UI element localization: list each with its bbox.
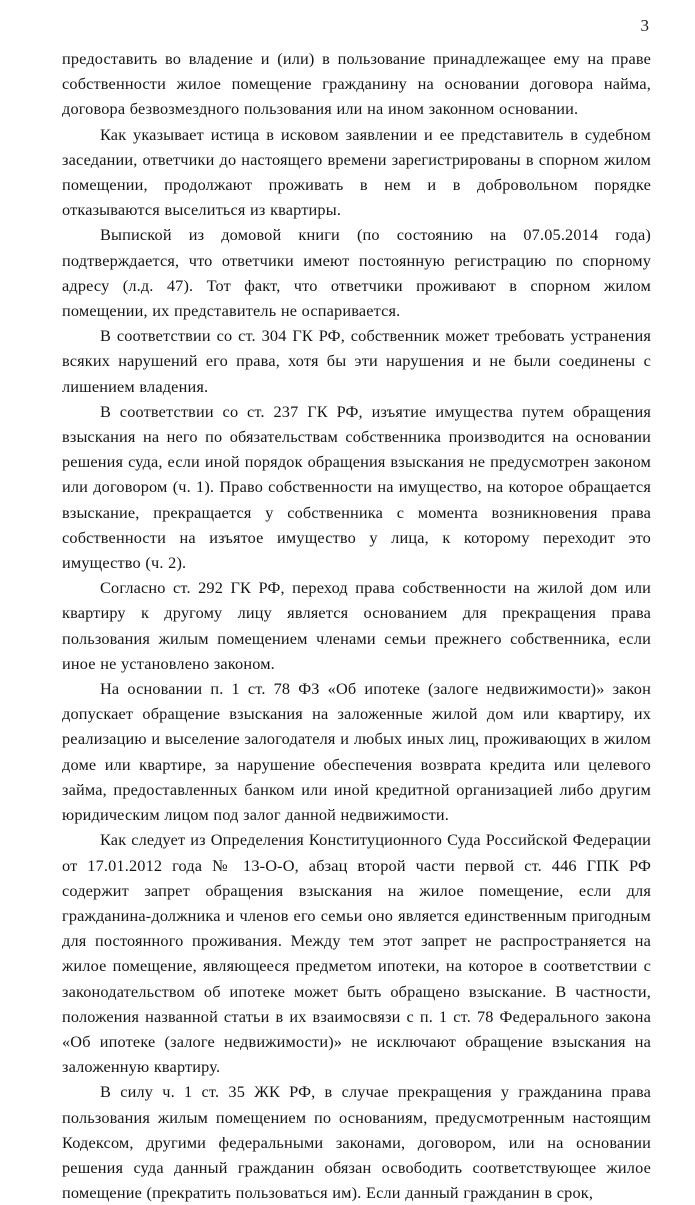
page-number: 3 bbox=[640, 16, 649, 35]
paragraph: В силу ч. 1 ст. 35 ЖК РФ, в случае прекращения у гражданина права пользования жилым помещением по основаниям, предусмотренным настоящим Кодексом, другими федеральными законами, договором, или на основании решения суда данный гражданин обязан освободить соответствующее жилое помещение (прекратить пользоваться им). Если данный гражданин в срок, bbox=[62, 1082, 651, 1203]
paragraph: Как указывает истица в исковом заявлении и ее представитель в судебном заседании, ответчики до настоящего времени зарегистрированы в спорном жилом помещении, продолжают проживать в нем и в добровольном порядке отказываются выселиться из квартиры. bbox=[62, 124, 651, 220]
document-body bbox=[62, 46, 651, 1205]
paragraph: В соответствии со ст. 304 ГК РФ, собственник может требовать устранения всяких нарушений его права, хотя бы эти нарушения и не были соединены с лишением владения. bbox=[62, 326, 651, 396]
paragraph: Как следует из Определения Конституционного Суда Российской Федерации от 17.01.2012 года № 13-О-О, абзац второй части первой ст. 446 ГПК РФ содержит запрет обращения взыскания на жилое помещение, если для гражданина-должника и членов его семьи оно является единственным пригодным для постоянного проживания. Между тем этот запрет не распространяется на жилое помещение, являющееся предметом ипотеки, на которое в соответствии с законодательством об ипотеке может быть обращено взыскание. В частности, положения названной статьи в их взаимосвязи с п. 1 ст. 78 Федерального закона «Об ипотеке (залоге недвижимости)» не исключают обращение взыскания на заложенную квартиру. bbox=[62, 830, 651, 1077]
paragraph: На основании п. 1 ст. 78 ФЗ «Об ипотеке (залоге недвижимости)» закон допускает обращение взыскания на заложенные жилой дом или квартиру, их реализацию и выселение залогодателя и любых иных лиц, проживающих в жилом доме или квартире, за нарушение обеспечения возврата кредита или целевого займа, предоставленных банком или иной кредитной организацией либо другим юридическим лицом под залог данной недвижимости. bbox=[62, 679, 651, 825]
paragraph: В соответствии со ст. 237 ГК РФ, изъятие имущества путем обращения взыскания на него по обязательствам собственника производится на основании решения суда, если иной порядок обращения взыскания не предусмотрен законом или договором (ч. 1). Право собственности на имущество, на которое обращается взыскание, прекращается у собственника с момента возникновения права собственности на изъятое имущество у лица, к которому переходит это имущество (ч. 2). bbox=[62, 401, 651, 573]
paragraph: предоставить во владение и (или) в пользование принадлежащее ему на праве собственности жилое помещение гражданину на основании договора найма, договора безвозмездного пользования или на ином законном основании. bbox=[62, 49, 651, 119]
paragraph: Выпиской из домовой книги (по состоянию на 07.05.2014 года) подтверждается, что ответчики имеют постоянную регистрацию по спорному адресу (л.д. 47). Тот факт, что ответчики проживают в спорном жилом помещении, их представитель не оспаривается. bbox=[62, 225, 651, 321]
paragraph: Согласно ст. 292 ГК РФ, переход права собственности на жилой дом или квартиру к другому лицу является основанием для прекращения права пользования жилым помещением членами семьи прежнего собственника, если иное не установлено законом. bbox=[62, 578, 651, 673]
